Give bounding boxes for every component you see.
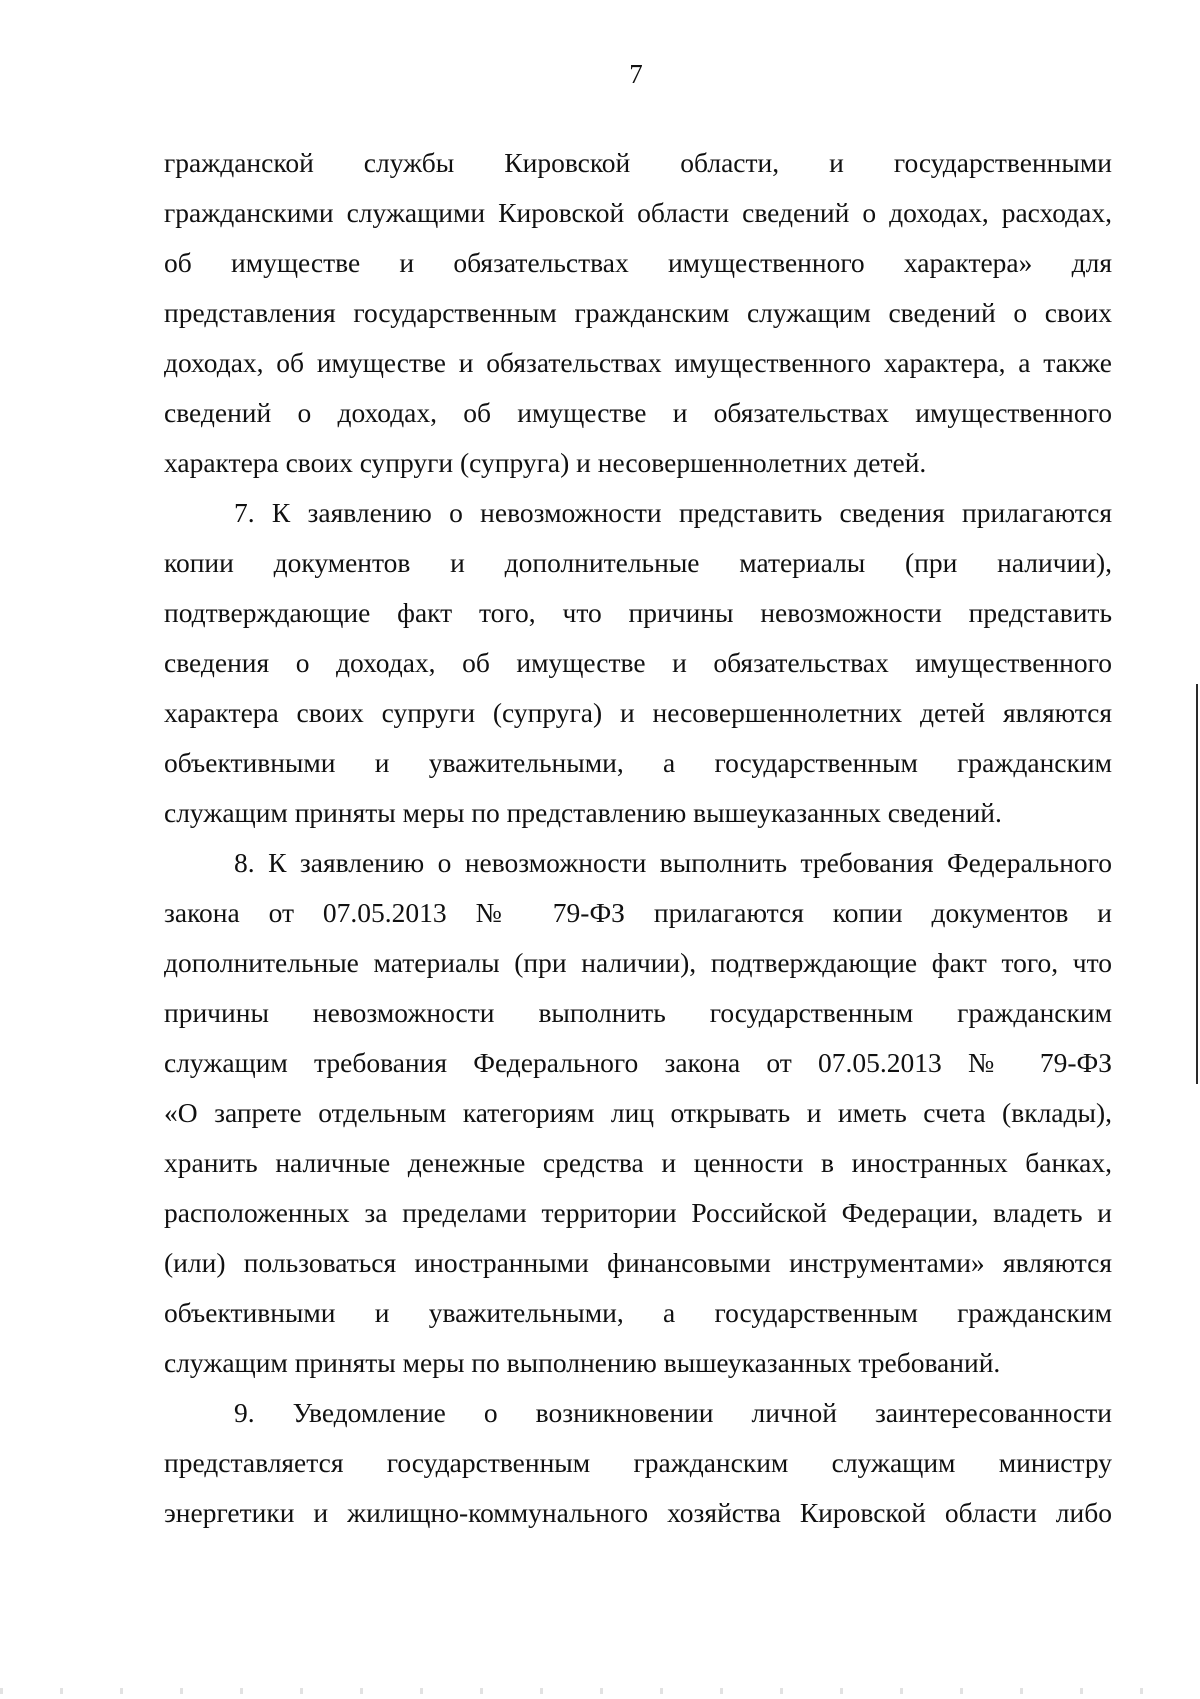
paragraph-continuation (164, 138, 1112, 488)
text-line: гражданской службы Кировской области, и государственными (164, 147, 1112, 178)
text-line: представления государственным гражданским служащим сведений о своих (164, 297, 1112, 328)
text-line: 7. К заявлению о невозможности представить сведения прилагаются (234, 497, 1112, 528)
text-line: 8. К заявлению о невозможности выполнить требования Федерального (234, 847, 1112, 878)
page-number: 7 (629, 59, 643, 89)
scan-noise (0, 1688, 1200, 1694)
text-line: дополнительные материалы (при наличии), подтверждающие факт того, что (164, 947, 1112, 978)
text-line: сведения о доходах, об имуществе и обязательствах имущественного (164, 647, 1112, 678)
paragraph-item-7 (164, 488, 1112, 838)
text-line: сведений о доходах, об имуществе и обязательствах имущественного (164, 397, 1112, 428)
text-line: служащим требования Федерального закона от 07.05.2013 № 79-ФЗ (164, 1047, 1112, 1078)
text-line: причины невозможности выполнить государственным гражданским (164, 997, 1112, 1028)
text-line: характера своих супруги (супруга) и несовершеннолетних детей. (164, 447, 927, 478)
text-line: представляется государственным гражданским служащим министру (164, 1447, 1112, 1478)
text-line: расположенных за пределами территории Российской Федерации, владеть и (164, 1197, 1112, 1228)
text-line: подтверждающие факт того, что причины невозможности представить (164, 597, 1112, 628)
text-line: характера своих супруги (супруга) и несовершеннолетних детей являются (164, 697, 1112, 728)
text-line: объективными и уважительными, а государственным гражданским (164, 747, 1112, 778)
paragraph-item-8 (164, 838, 1112, 1388)
paragraph-item-9 (164, 1388, 1112, 1538)
text-line: служащим приняты меры по выполнению вышеуказанных требований. (164, 1347, 1001, 1378)
text-line: об имуществе и обязательствах имущественного характера» для (164, 247, 1112, 278)
text-line: копии документов и дополнительные материалы (при наличии), (164, 547, 1112, 578)
text-line: «О запрете отдельным категориям лиц открывать и иметь счета (вклады), (164, 1097, 1112, 1128)
text-line: (или) пользоваться иностранными финансовыми инструментами» являются (164, 1247, 1112, 1278)
text-line: 9. Уведомление о возникновении личной заинтересованности (234, 1397, 1112, 1428)
text-line: служащим приняты меры по представлению вышеуказанных сведений. (164, 797, 1002, 828)
text-line: закона от 07.05.2013 № 79-ФЗ прилагаются копии документов и (164, 897, 1112, 928)
text-line: доходах, об имуществе и обязательствах имущественного характера, а также (164, 347, 1112, 378)
text-line: объективными и уважительными, а государственным гражданским (164, 1297, 1112, 1328)
text-line: хранить наличные денежные средства и ценности в иностранных банках, (164, 1147, 1112, 1178)
scan-edge-mark (1196, 684, 1198, 1084)
document-body (164, 138, 1112, 1538)
text-line: энергетики и жилищно-коммунального хозяйства Кировской области либо (164, 1497, 1112, 1528)
text-line: гражданскими служащими Кировской области сведений о доходах, расходах, (164, 197, 1112, 228)
